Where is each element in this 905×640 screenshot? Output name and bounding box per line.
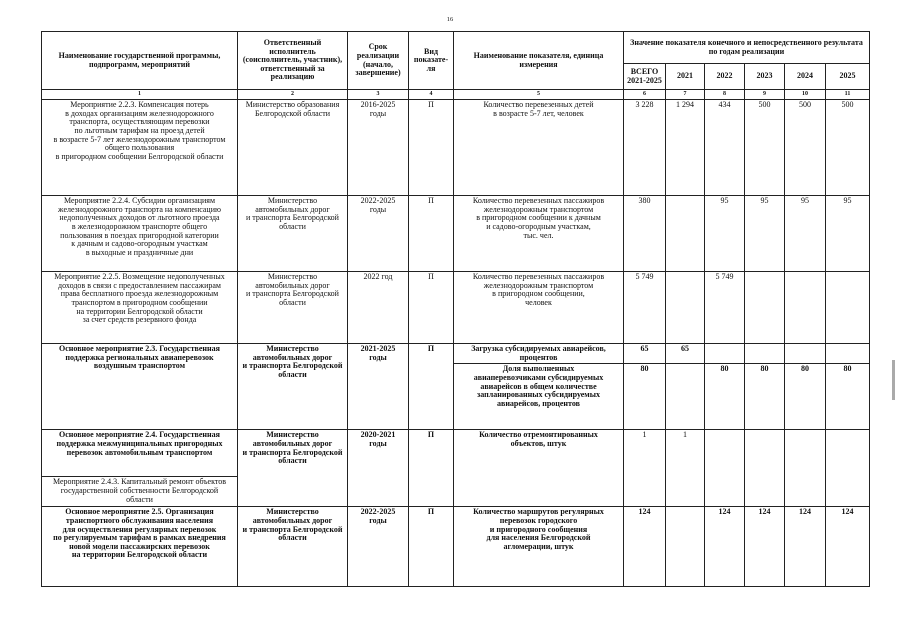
table-row	[42, 344, 870, 364]
column-number: 10	[785, 90, 826, 100]
table-row	[42, 430, 870, 477]
value-2024	[785, 272, 826, 344]
value-2021	[666, 272, 705, 344]
value-2023	[745, 344, 785, 364]
measure-name: Мероприятие 2.2.5. Возмещение недополученных доходов в связи с предоставлением пассажирам права бесплатного проезда железнодорожным транспортом в пригородном сообщении на территории Белгородской области за счет средств резервного фонда	[42, 272, 238, 344]
column-number: 5	[454, 90, 624, 100]
header-term: Срок реализации (начало, завершение)	[348, 32, 409, 90]
value-2025: 80	[826, 364, 870, 430]
column-number: 4	[409, 90, 454, 100]
header-row	[42, 32, 870, 64]
value-2022	[705, 344, 745, 364]
value-2022: 434	[705, 100, 745, 196]
column-number: 1	[42, 90, 238, 100]
term: 2022-2025 годы	[348, 507, 409, 587]
value-2025	[826, 344, 870, 364]
measure-name: Основное мероприятие 2.4. Государственная поддержка межмуниципальных пригородных перевозок автомобильным транспортом	[42, 430, 238, 477]
measure-name: Основное мероприятие 2.3. Государственная поддержка региональных авиаперевозок воздушным транспортом	[42, 344, 238, 430]
measure-name: Основное мероприятие 2.5. Организация транспортного обслуживания населения для осуществления регулярных перевозок по регулируемым тарифам в рамках внедрения новой модели пассажирских перевозок на территории Белгородской области	[42, 507, 238, 587]
value-2022: 5 749	[705, 272, 745, 344]
value-2021: 65	[666, 344, 705, 364]
term: 2022 год	[348, 272, 409, 344]
measure-name: Мероприятие 2.2.3. Компенсация потерь в доходах организациям железнодорожного транспорта, осуществляющим перевозки по льготным тарифам на проезд детей в возрасте 5-7 лет железнодорожным транспортом общего пользования в пригородном сообщении Белгородской области	[42, 100, 238, 196]
table-row	[42, 272, 870, 344]
column-number: 7	[666, 90, 705, 100]
table-row	[42, 100, 870, 196]
column-number: 6	[624, 90, 666, 100]
column-number: 11	[826, 90, 870, 100]
value-2024: 95	[785, 196, 826, 272]
term: 2021-2025 годы	[348, 344, 409, 430]
value-2021: 1	[666, 430, 705, 507]
value-2023: 80	[745, 364, 785, 430]
value-2025: 95	[826, 196, 870, 272]
value-2024	[785, 344, 826, 364]
value-total: 80	[624, 364, 666, 430]
term: 2016-2025 годы	[348, 100, 409, 196]
term: 2020-2021 годы	[348, 430, 409, 507]
scan-artifact	[892, 360, 895, 400]
value-2022	[705, 430, 745, 507]
header-year-2023: 2023	[745, 64, 785, 90]
column-number: 2	[238, 90, 348, 100]
program-table	[41, 31, 870, 587]
value-2021	[666, 196, 705, 272]
indicator-type: П	[409, 272, 454, 344]
value-2023	[745, 272, 785, 344]
executor: Министерство автомобильных дорог и транспорта Белгородской области	[238, 430, 348, 507]
value-2021	[666, 507, 705, 587]
indicator: Количество перевезенных пассажиров железнодорожным транспортом в пригородном сообщении, человек	[454, 272, 624, 344]
column-number: 3	[348, 90, 409, 100]
term: 2022-2025 годы	[348, 196, 409, 272]
header-name: Наименование государственной программы, подпрограмм, мероприятий	[42, 32, 238, 90]
value-2022: 124	[705, 507, 745, 587]
indicator: Загрузка субсидируемых авиарейсов, процентов	[454, 344, 624, 364]
executor: Министерство автомобильных дорог и транспорта Белгородской области	[238, 272, 348, 344]
executor: Министерство автомобильных дорог и транспорта Белгородской области	[238, 196, 348, 272]
header-total: ВСЕГО 2021-2025	[624, 64, 666, 90]
value-2023: 124	[745, 507, 785, 587]
value-2022: 80	[705, 364, 745, 430]
executor: Министерство автомобильных дорог и транспорта Белгородской области	[238, 344, 348, 430]
indicator-type: П	[409, 196, 454, 272]
value-2023: 500	[745, 100, 785, 196]
value-2025: 500	[826, 100, 870, 196]
value-total: 380	[624, 196, 666, 272]
indicator-type: П	[409, 507, 454, 587]
value-2024: 124	[785, 507, 826, 587]
value-2024: 80	[785, 364, 826, 430]
value-2021	[666, 364, 705, 430]
value-2024	[785, 430, 826, 507]
indicator-type: П	[409, 430, 454, 507]
indicator-type: П	[409, 344, 454, 430]
value-2023: 95	[745, 196, 785, 272]
header-year-2024: 2024	[785, 64, 826, 90]
value-total: 65	[624, 344, 666, 364]
column-number: 9	[745, 90, 785, 100]
value-2025	[826, 430, 870, 507]
value-2023	[745, 430, 785, 507]
header-year-2025: 2025	[826, 64, 870, 90]
executor: Министерство автомобильных дорог и транспорта Белгородской области	[238, 507, 348, 587]
executor: Министерство образования Белгородской области	[238, 100, 348, 196]
header-indicator: Наименование показателя, единица измерения	[454, 32, 624, 90]
header-values-group: Значение показателя конечного и непосредственного результата по годам реализации	[624, 32, 870, 64]
indicator: Количество маршрутов регулярных перевозок городского и пригородного сообщения для населения Белгородской агломерации, штук	[454, 507, 624, 587]
value-total: 5 749	[624, 272, 666, 344]
indicator: Количество отремонтированных объектов, штук	[454, 430, 624, 507]
value-2021: 1 294	[666, 100, 705, 196]
value-2025	[826, 272, 870, 344]
header-executor: Ответственный исполнитель (соисполнитель, участник), ответственный за реализацию	[238, 32, 348, 90]
sub-measure-name: Мероприятие 2.4.3. Капитальный ремонт объектов государственной собственности Белгородской области	[42, 477, 238, 507]
value-total: 3 228	[624, 100, 666, 196]
value-2022: 95	[705, 196, 745, 272]
value-2024: 500	[785, 100, 826, 196]
indicator: Количество перевезенных детей в возрасте 5-7 лет, человек	[454, 100, 624, 196]
column-number: 8	[705, 90, 745, 100]
value-total: 124	[624, 507, 666, 587]
indicator: Количество перевезенных пассажиров железнодорожным транспортом в пригородном сообщении к дачным и садово-огородным участкам, тыс. чел.	[454, 196, 624, 272]
indicator: Доля выполненных авиаперевозчиками субсидируемых авиарейсов в общем количестве запланированных субсидируемых авиарейсов, процентов	[454, 364, 624, 430]
column-numbers-row	[42, 90, 870, 100]
table-row	[42, 196, 870, 272]
header-year-2022: 2022	[705, 64, 745, 90]
header-type: Вид показате-ля	[409, 32, 454, 90]
value-total: 1	[624, 430, 666, 507]
measure-name: Мероприятие 2.2.4. Субсидии организациям железнодорожного транспорта на компенсацию недополученных доходов от льготного проезда в железнодорожном транспорте общего пользования в поездах пригородной категории к дачным и садово-огородным участкам в выходные и праздничные дни	[42, 196, 238, 272]
value-2025: 124	[826, 507, 870, 587]
header-year-2021: 2021	[666, 64, 705, 90]
table-row	[42, 507, 870, 587]
indicator-type: П	[409, 100, 454, 196]
page-number: 16	[446, 16, 454, 23]
